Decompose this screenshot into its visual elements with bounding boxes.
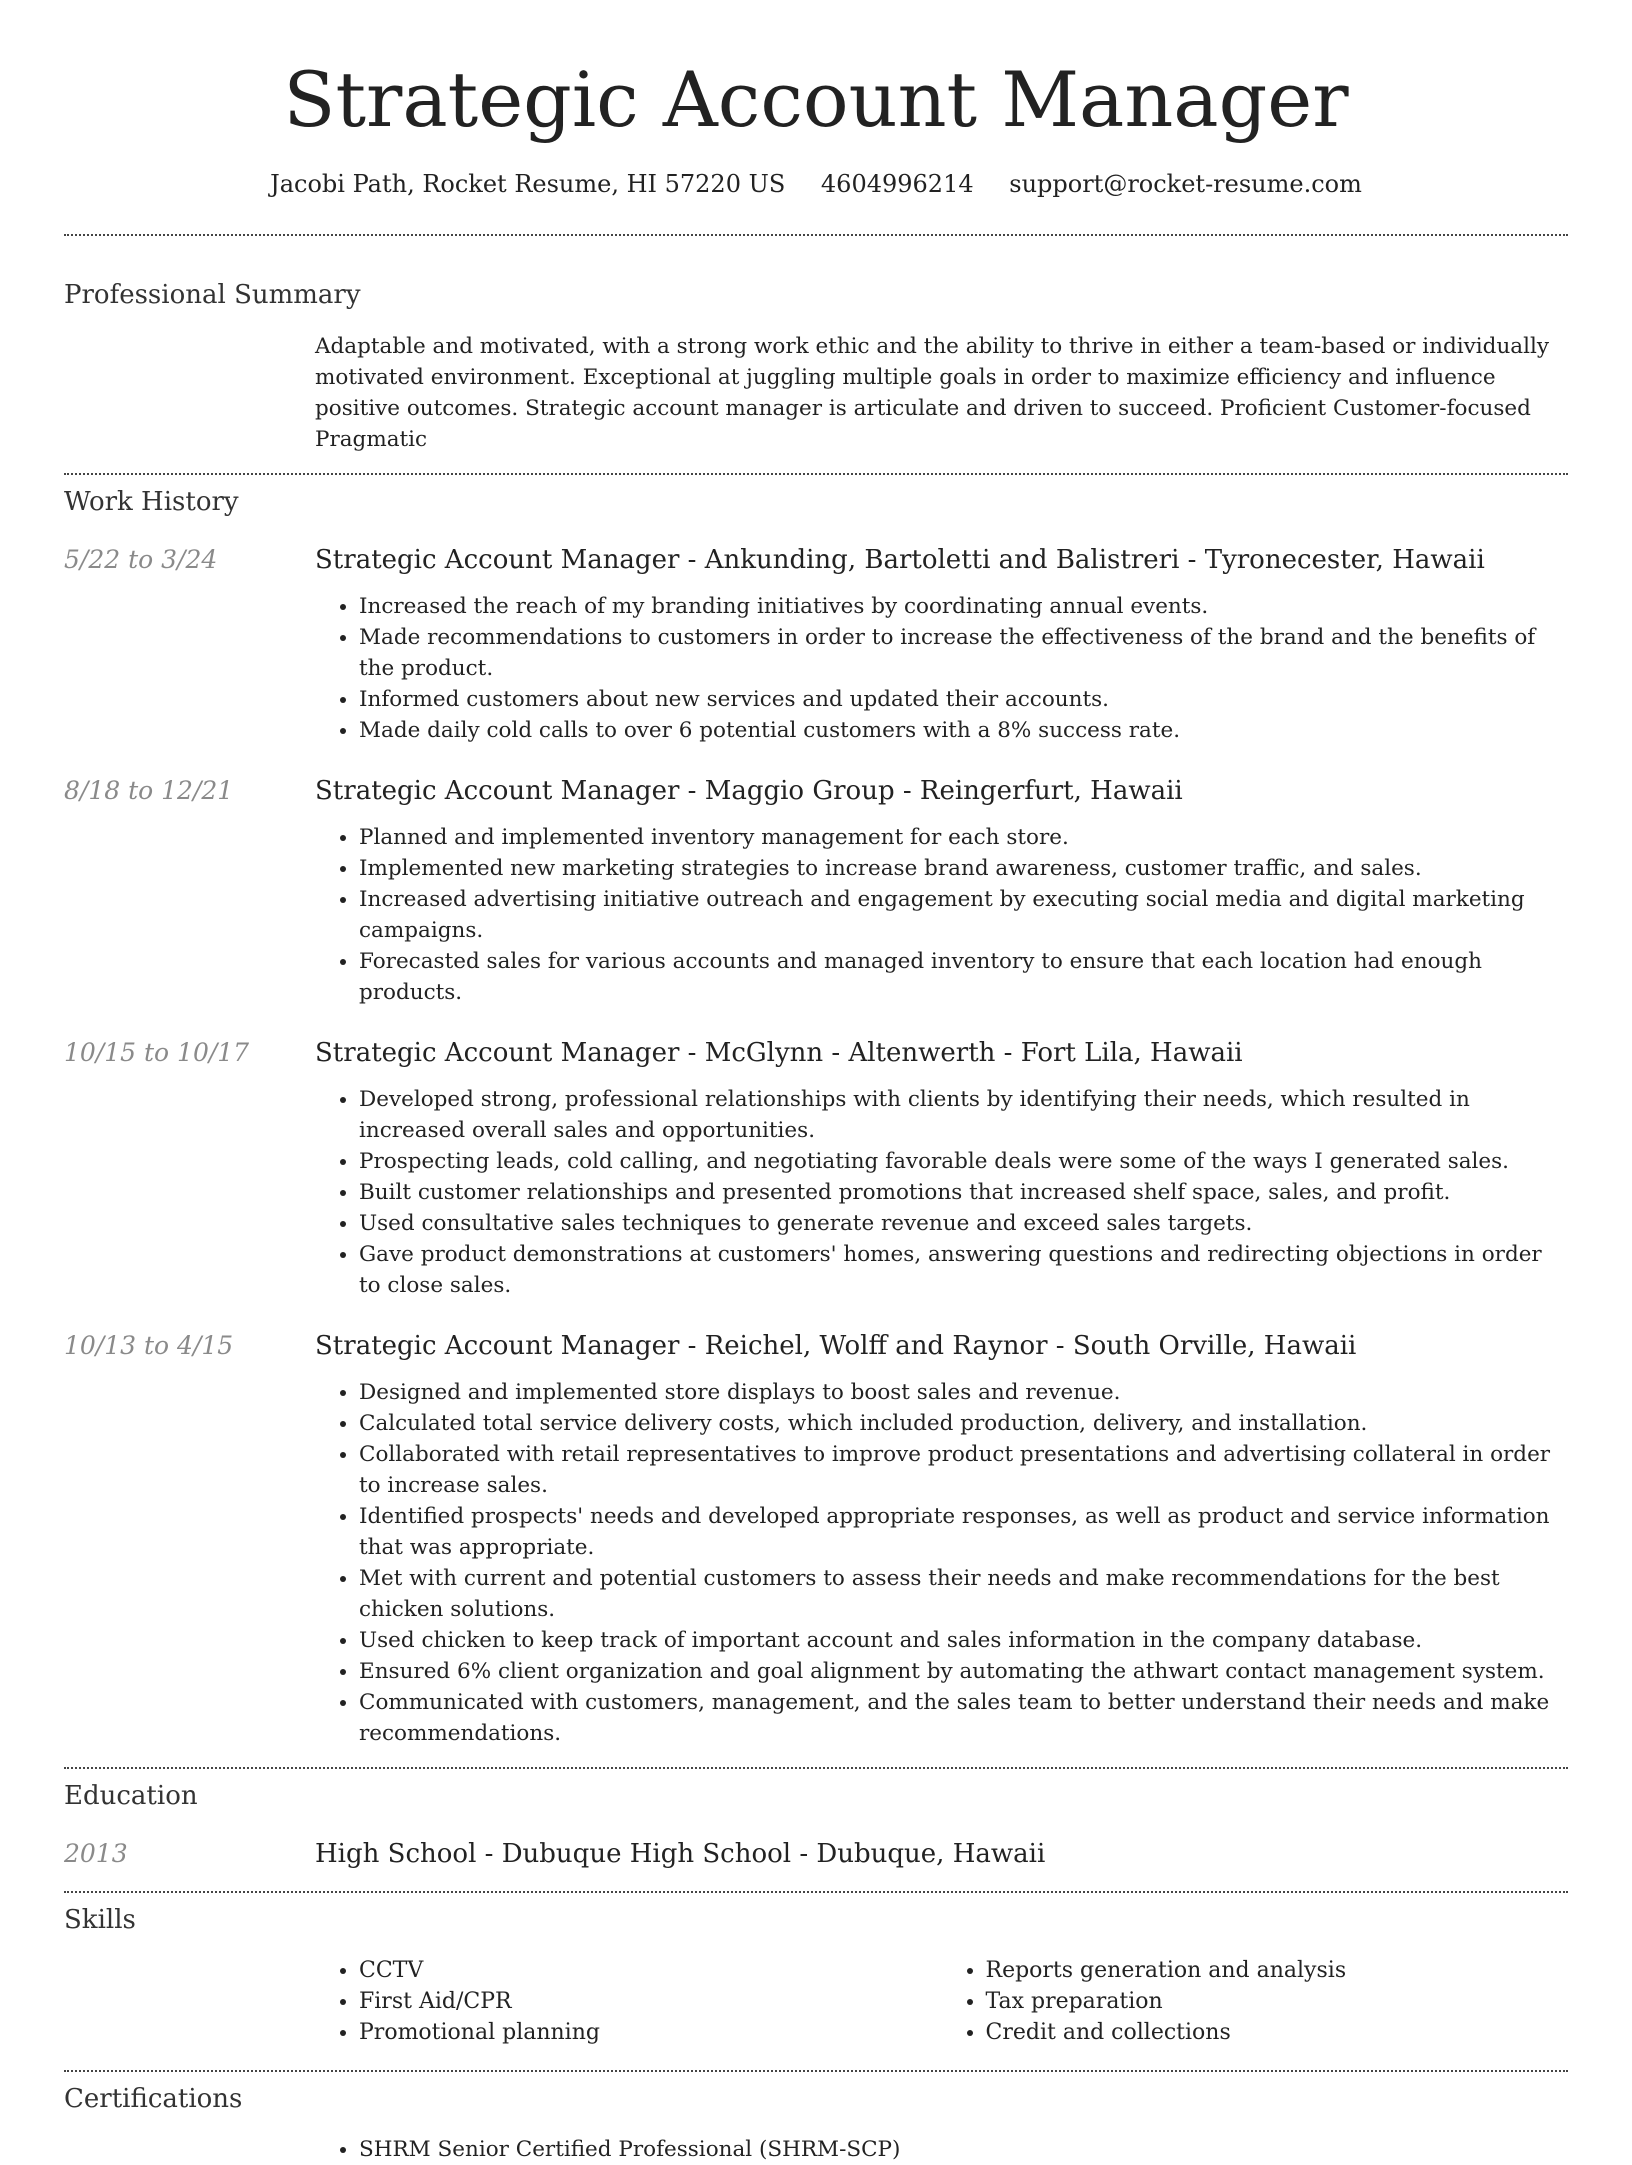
list-item: • Identified prospects' needs and developed appropriate responses, as well as product and service information that was appropriate. bbox=[359, 1501, 1568, 1563]
summary-section bbox=[64, 278, 1568, 455]
list-item: • Planned and implemented inventory management for each store. bbox=[359, 822, 1568, 853]
list-item: • Forecasted sales for various accounts and managed inventory to ensure that each location had enough products. bbox=[359, 946, 1568, 1008]
job-bullets bbox=[315, 822, 1568, 1008]
list-item: • Ensured 6% client organization and goal alignment by automating the athwart contact management system. bbox=[359, 1656, 1568, 1687]
divider bbox=[64, 1891, 1568, 1893]
education-entry: High School - Dubuque High School - Dubuque, Hawaii bbox=[315, 1839, 1046, 1869]
page-title: Strategic Account Manager bbox=[283, 55, 1349, 144]
skills-column-1 bbox=[315, 1955, 942, 2048]
certifications-heading: Certifications bbox=[64, 2084, 243, 2114]
list-item: • Reports generation and analysis bbox=[986, 1955, 1569, 1986]
list-item: • Credit and collections bbox=[986, 2017, 1569, 2048]
list-item: • Increased the reach of my branding initiatives by coordinating annual events. bbox=[359, 591, 1568, 622]
job-bullets bbox=[315, 591, 1568, 746]
list-item: • Met with current and potential customers to assess their needs and make recommendations for the best chicken solutions. bbox=[359, 1563, 1568, 1625]
list-item: • Informed customers about new services and updated their accounts. bbox=[359, 684, 1568, 715]
job-dates: 5/22 to 3/24 bbox=[64, 545, 218, 574]
job-bullets bbox=[315, 1377, 1568, 1749]
list-item: • Built customer relationships and presented promotions that increased shelf space, sales, and profit. bbox=[359, 1177, 1568, 1208]
divider bbox=[64, 1767, 1568, 1769]
job-entry bbox=[64, 543, 1568, 746]
list-item: • Used consultative sales techniques to generate revenue and exceed sales targets. bbox=[359, 1208, 1568, 1239]
list-item: • Communicated with customers, management, and the sales team to better understand their needs and make recommendations. bbox=[359, 1687, 1568, 1749]
job-dates: 10/15 to 10/17 bbox=[64, 1038, 250, 1067]
job-dates: 8/18 to 12/21 bbox=[64, 776, 234, 805]
job-title: Strategic Account Manager - Maggio Group - Reingerfurt, Hawaii bbox=[315, 776, 1183, 806]
job-title: Strategic Account Manager - McGlynn - Altenwerth - Fort Lila, Hawaii bbox=[315, 1038, 1243, 1068]
contact-line bbox=[64, 168, 1568, 200]
contact-phone: 4604996214 bbox=[820, 170, 974, 198]
education-section bbox=[64, 1779, 1568, 1871]
list-item: • Increased advertising initiative outreach and engagement by executing social media and digital marketing campaigns. bbox=[359, 884, 1568, 946]
divider bbox=[64, 473, 1568, 475]
job-dates: 10/13 to 4/15 bbox=[64, 1331, 234, 1360]
job-title: Strategic Account Manager - Ankunding, Bartoletti and Balistreri - Tyronecester, Hawaii bbox=[315, 545, 1485, 575]
list-item: • Prospecting leads, cold calling, and negotiating favorable deals were some of the ways I generated sales. bbox=[359, 1146, 1568, 1177]
list-item: • Promotional planning bbox=[359, 2017, 942, 2048]
list-item: • Gave product demonstrations at customers' homes, answering questions and redirecting objections in order to close sales. bbox=[359, 1239, 1568, 1301]
education-year: 2013 bbox=[64, 1839, 128, 1868]
divider bbox=[64, 234, 1568, 236]
job-title: Strategic Account Manager - Reichel, Wolff and Raynor - South Orville, Hawaii bbox=[315, 1331, 1357, 1361]
list-item: • Collaborated with retail representatives to improve product presentations and advertising collateral in order to increase sales. bbox=[359, 1439, 1568, 1501]
list-item: • Made recommendations to customers in order to increase the effectiveness of the brand and the benefits of the product. bbox=[359, 622, 1568, 684]
list-item: • Implemented new marketing strategies to increase brand awareness, customer traffic, and sales. bbox=[359, 853, 1568, 884]
job-entry bbox=[64, 1329, 1568, 1749]
list-item: • SHRM Senior Certified Professional (SHRM-SCP) bbox=[359, 2134, 1568, 2165]
list-item: • Calculated total service delivery costs, which included production, delivery, and installation. bbox=[359, 1408, 1568, 1439]
list-item: • Made daily cold calls to over 6 potential customers with a 8% success rate. bbox=[359, 715, 1568, 746]
job-bullets bbox=[315, 1084, 1568, 1301]
list-item: • Developed strong, professional relationships with clients by identifying their needs, which resulted in increased overall sales and opportunities. bbox=[359, 1084, 1568, 1146]
summary-text: Adaptable and motivated, with a strong work ethic and the ability to thrive in either a team-based or individually motivated environment. Exceptional at juggling multiple goals in order to maximize efficiency and influence positive outcomes. Strategic account manager is articulate and driven to succeed. Proficient Customer-focused Pragmatic bbox=[315, 334, 1550, 452]
job-entry bbox=[64, 774, 1568, 1008]
list-item: • Tax preparation bbox=[986, 1986, 1569, 2017]
certifications-section bbox=[64, 2082, 1568, 2165]
skills-heading: Skills bbox=[64, 1905, 136, 1935]
list-item: • Designed and implemented store displays to boost sales and revenue. bbox=[359, 1377, 1568, 1408]
skills-column-2 bbox=[942, 1955, 1569, 2048]
contact-email: support@rocket-resume.com bbox=[1009, 170, 1362, 198]
skills-section bbox=[64, 1903, 1568, 2048]
education-heading: Education bbox=[64, 1781, 198, 1811]
list-item: • CCTV bbox=[359, 1955, 942, 1986]
work-history-heading: Work History bbox=[64, 487, 239, 517]
skills-grid bbox=[315, 1955, 1568, 2048]
certifications-list bbox=[315, 2134, 1568, 2165]
list-item: • Used chicken to keep track of important account and sales information in the company database. bbox=[359, 1625, 1568, 1656]
summary-heading: Professional Summary bbox=[64, 280, 361, 310]
divider bbox=[64, 2070, 1568, 2072]
resume-page bbox=[64, 0, 1568, 2165]
job-entry bbox=[64, 1036, 1568, 1301]
contact-address: Jacobi Path, Rocket Resume, HI 57220 US bbox=[270, 170, 786, 198]
list-item: • First Aid/CPR bbox=[359, 1986, 942, 2017]
work-history-section bbox=[64, 485, 1568, 1749]
